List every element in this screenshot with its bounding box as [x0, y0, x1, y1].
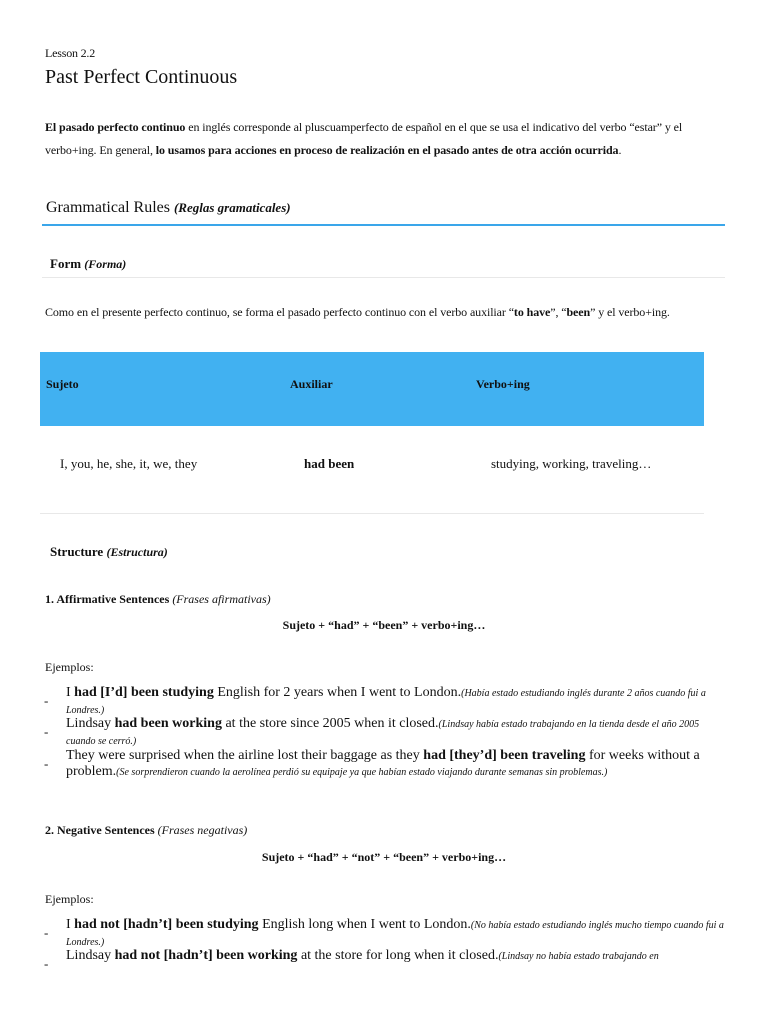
grammar-heading [46, 199, 291, 217]
section-divider [42, 224, 725, 226]
form-paragraph [45, 301, 725, 324]
intro-text-1: en inglés corresponde al pluscuamperfecto de español en el que se usa el indicativo del verbo “estar” y el verbo+ing. En general, [45, 120, 683, 157]
intro-text-2: . [618, 143, 622, 157]
form-divider [42, 277, 725, 278]
negative-heading [45, 823, 247, 838]
list-item: They were surprised when the airline lost their baggage as they had [they’d] been traveling for weeks without a problem.(Se sorprendieron cuando la aerolínea perdió su equipaje ya que habían estado viajando durante semanas sin problemas.) [66, 748, 700, 779]
intro-bold-1: El pasado perfecto continuo [45, 120, 186, 134]
form-bold-1: to have [513, 305, 551, 319]
table-cell-sujeto: I, you, he, she, it, we, they [60, 456, 198, 471]
table-header [40, 352, 704, 426]
structure-heading [50, 544, 168, 560]
affirmative-ejemplos: Ejemplos: [45, 660, 94, 674]
list-item: Lindsay had been working at the store since 2005 when it closed.(Lindsay había estado trabajando en la tienda desde el año 2005 cuando se cerró.) [66, 716, 700, 747]
table-header-auxiliar: Auxiliar [290, 377, 333, 391]
table-row-divider [40, 513, 704, 514]
list-bullet: - [44, 925, 49, 940]
list-bullet: - [44, 724, 49, 739]
form-bold-2: been [566, 305, 591, 319]
grammar-heading-sub: (Reglas gramaticales) [173, 200, 291, 215]
list-item: Lindsay had not [hadn’t] been working at the store for long when it closed.(Lindsay no había estado trabajando en [66, 948, 659, 963]
affirmative-formula: Sujeto + “had” + “been” + verbo+ing… [282, 618, 486, 632]
list-bullet: - [44, 693, 49, 708]
structure-heading-text: Structure [50, 544, 104, 559]
structure-heading-sub: (Estructura) [106, 545, 168, 559]
intro-paragraph [45, 116, 725, 162]
table-cell-verbo: studying, working, traveling… [491, 456, 652, 471]
form-heading [50, 256, 126, 272]
negative-label: 2. Negative Sentences [45, 823, 155, 837]
form-heading-text: Form [50, 256, 82, 271]
negative-sub: (Frases negativas) [157, 823, 248, 837]
table-header-verbo: Verbo+ing [476, 377, 530, 391]
page-title: Past Perfect Continuous [45, 66, 238, 88]
form-text-2: ”, “ [550, 305, 567, 319]
grammar-heading-text: Grammatical Rules [46, 199, 170, 216]
form-text-1: Como en el presente perfecto continuo, se forma el pasado perfecto continuo con el verbo auxiliar “ [45, 305, 514, 319]
list-item: I had not [hadn’t] been studying English long when I went to London.(No había estado estudiando inglés mucho tiempo cuando fui a Londres.) [66, 917, 724, 948]
affirmative-label: 1. Affirmative Sentences [45, 592, 170, 606]
form-text-3: ” y el verbo+ing. [590, 305, 670, 319]
form-heading-sub: (Forma) [84, 257, 127, 271]
intro-bold-2: lo usamos para acciones en proceso de realización en el pasado antes de otra acción ocurrida [155, 143, 619, 157]
lesson-number: Lesson 2.2 [45, 46, 95, 60]
negative-formula: Sujeto + “had” + “not” + “been” + verbo+ing… [261, 850, 507, 864]
negative-ejemplos: Ejemplos: [45, 892, 94, 906]
table-header-sujeto: Sujeto [46, 377, 79, 391]
list-bullet: - [44, 956, 49, 971]
affirmative-sub: (Frases afirmativas) [172, 592, 271, 606]
list-item: I had [I’d] been studying English for 2 years when I went to London.(Había estado estudiando inglés durante 2 años cuando fui a Londres.) [66, 685, 706, 716]
table-cell-auxiliar: had been [304, 456, 355, 471]
affirmative-heading [45, 592, 271, 607]
list-bullet: - [44, 756, 49, 771]
